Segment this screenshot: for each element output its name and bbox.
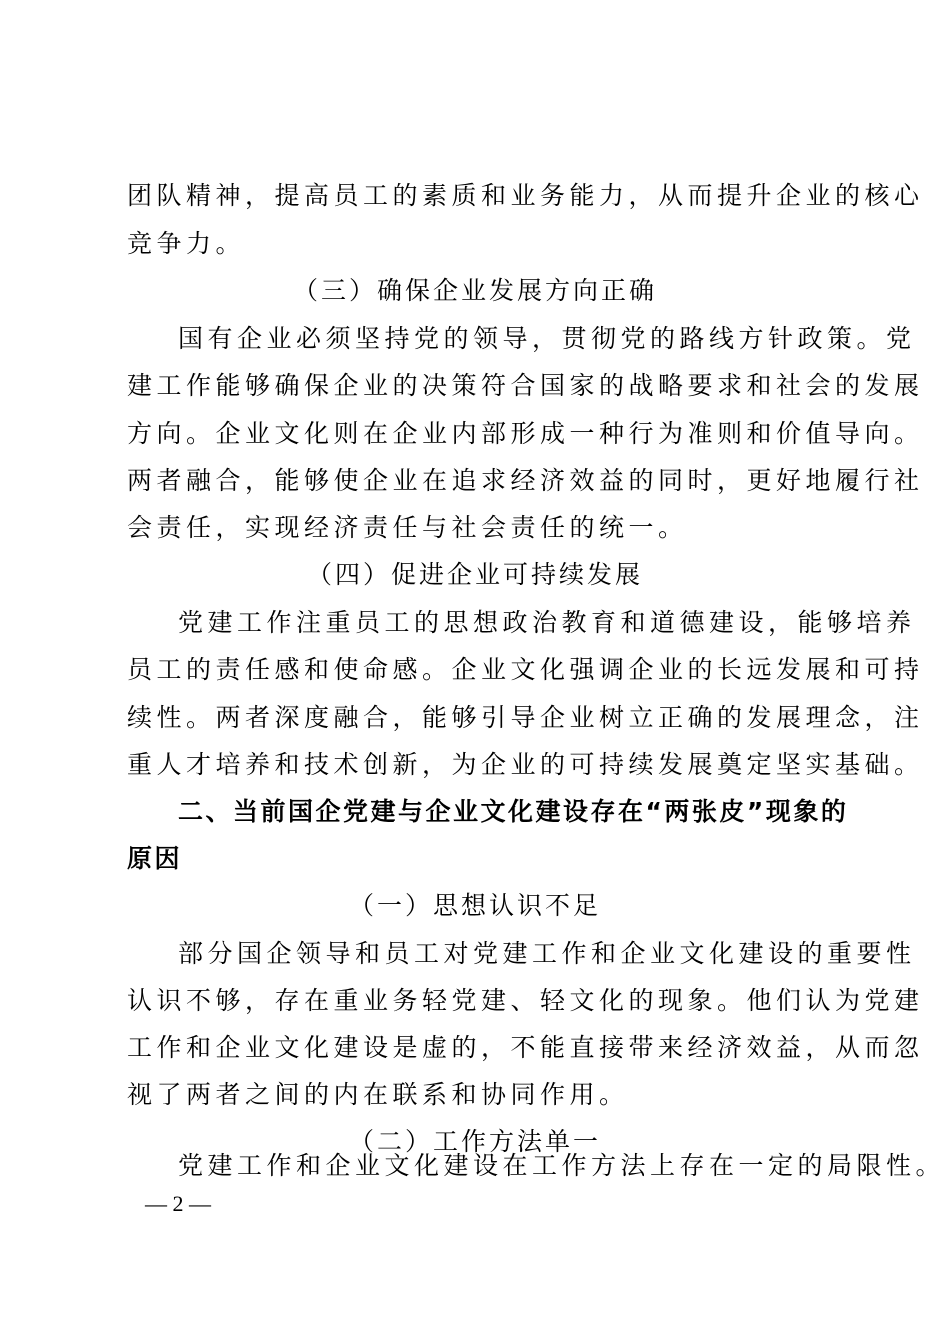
paragraph-line: 方向。企业文化则在企业内部形成一种行为准则和价值导向。	[127, 419, 924, 448]
paragraph-line: 两者融合，能够使企业在追求经济效益的同时，更好地履行社	[127, 466, 924, 495]
paragraph-line: 重人才培养和技术创新，为企业的可持续发展奠定坚实基础。	[127, 750, 924, 779]
subsection-heading-1: （一）思想认识不足	[348, 891, 601, 920]
paragraph-line: 会责任，实现经济责任与社会责任的统一。	[127, 513, 688, 542]
section-heading-continued: 原因	[127, 844, 183, 873]
paragraph-line: 建工作能够确保企业的决策符合国家的战略要求和社会的发展	[127, 371, 924, 400]
paragraph-line: 续性。两者深度融合，能够引导企业树立正确的发展理念，注	[127, 703, 924, 732]
paragraph-line: 视了两者之间的内在联系和协同作用。	[127, 1080, 629, 1109]
paragraph-line: 工作和企业文化建设是虚的，不能直接带来经济效益，从而忽	[127, 1033, 924, 1062]
paragraph-line: 党建工作和企业文化建设在工作方法上存在一定的局限性。	[178, 1151, 946, 1180]
paragraph-line: 部分国企领导和员工对党建工作和企业文化建设的重要性	[178, 939, 916, 968]
paragraph-line: 国有企业必须坚持党的领导，贯彻党的路线方针政策。党	[178, 324, 916, 353]
subsection-heading-4: （四）促进企业可持续发展	[306, 560, 643, 589]
subsection-heading-3: （三）确保企业发展方向正确	[292, 276, 657, 305]
page-number: — 2 —	[145, 1191, 211, 1216]
paragraph-line: 员工的责任感和使命感。企业文化强调企业的长远发展和可持	[127, 655, 924, 684]
paragraph-line: 认识不够，存在重业务轻党建、轻文化的现象。他们认为党建	[127, 986, 924, 1015]
paragraph-line: 竞争力。	[127, 229, 246, 258]
paragraph-line: 团队精神，提高员工的素质和业务能力，从而提升企业的核心	[127, 181, 924, 210]
section-heading: 二、当前国企党建与企业文化建设存在“两张皮”现象的	[178, 797, 849, 826]
paragraph-line: 党建工作注重员工的思想政治教育和道德建设，能够培养	[178, 608, 916, 637]
subsection-heading-2: （二）工作方法单一	[348, 1127, 601, 1156]
